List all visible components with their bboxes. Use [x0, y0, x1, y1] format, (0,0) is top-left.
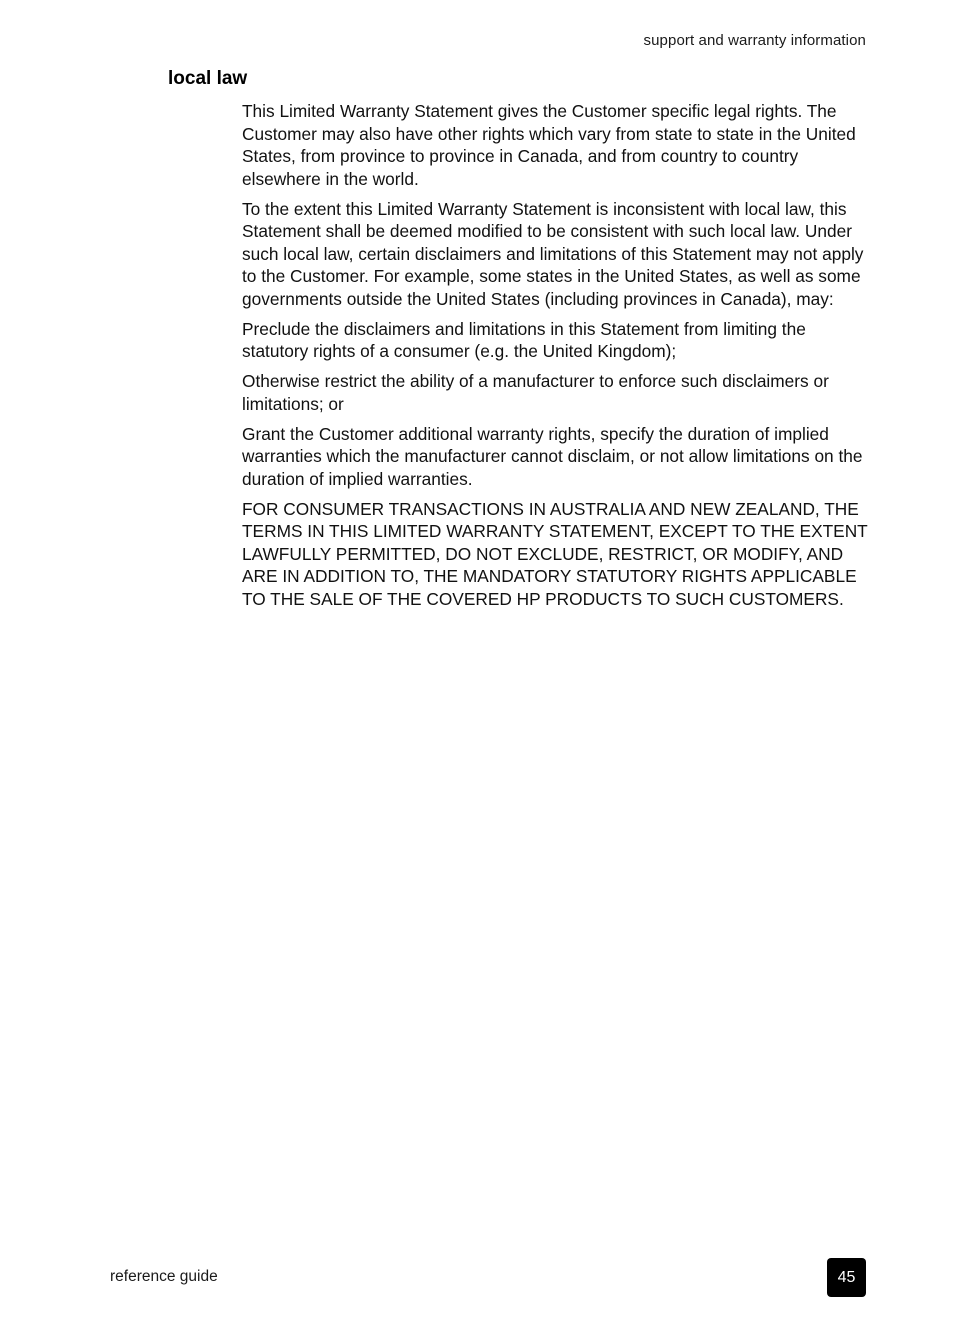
- running-header: support and warranty information: [643, 32, 866, 49]
- paragraph-australia-nz: FOR CONSUMER TRANSACTIONS IN AUSTRALIA AND NEW ZEALAND, THE TERMS IN THIS LIMITED WARRANTY STATEMENT, EXCEPT TO THE EXTENT LAWFULLY PERMITTED, DO NOT EXCLUDE, RESTRICT, OR MODIFY, AND ARE IN ADDITION TO, THE MANDATORY STATUTORY RIGHTS APPLICABLE TO THE SALE OF THE COVERED HP PRODUCTS TO SUCH CUSTOMERS.: [242, 498, 868, 609]
- body-text: [242, 100, 868, 618]
- paragraph-preclude: Preclude the disclaimers and limitations in this Statement from limiting the statutory rights of a consumer (e.g. the United Kingdom);: [242, 318, 806, 361]
- paragraph-restrict: Otherwise restrict the ability of a manufacturer to enforce such disclaimers or limitations; or: [242, 371, 829, 414]
- footer-guide-label: reference guide: [110, 1268, 218, 1285]
- page-number-badge: [827, 1258, 866, 1297]
- paragraph-inconsistency: To the extent this Limited Warranty Statement is inconsistent with local law, this Statement shall be deemed modified to be consistent with such local law. Under such local law, certain disclaimers and limitations of this Statement may not apply to the Customer. For example, some states in the United States, as well as some governments outside the United States (including provinces in Canada), may:: [242, 198, 864, 309]
- paragraph-rights: This Limited Warranty Statement gives the Customer specific legal rights. The Customer may also have other rights which vary from state to state in the United States, from province to province in Canada, and from country to country elsewhere in the world.: [242, 101, 856, 189]
- paragraph-grant: Grant the Customer additional warranty rights, specify the duration of implied warranties which the manufacturer cannot disclaim, or not allow limitations on the duration of implied warranties.: [242, 423, 863, 489]
- section-title: local law: [168, 68, 248, 89]
- page-number: 45: [837, 1268, 856, 1286]
